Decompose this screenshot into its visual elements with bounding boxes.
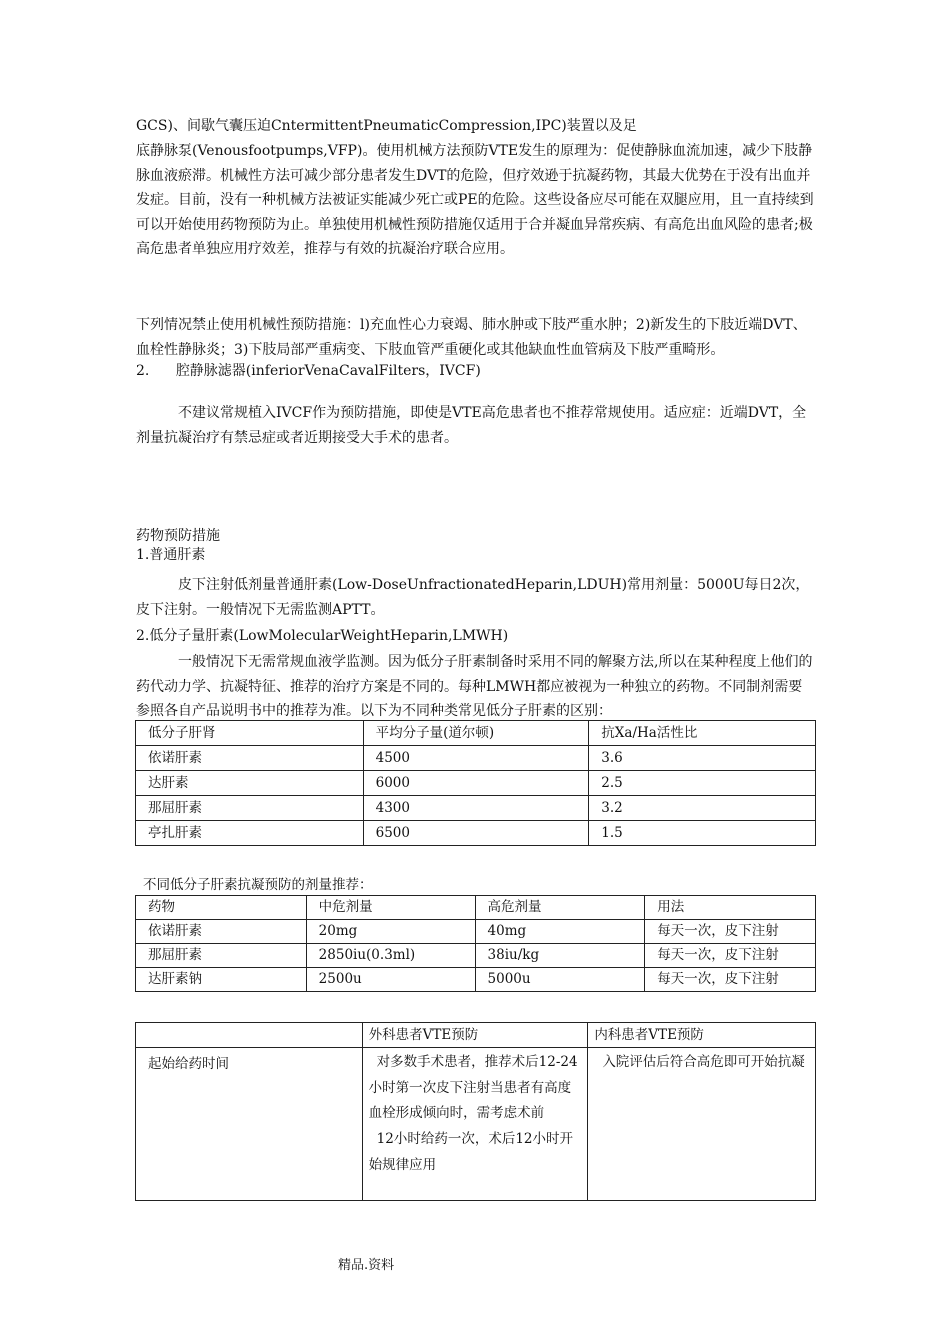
table-header-cell: 低分子肝肾 <box>136 721 364 746</box>
table-cell: 达肝素 <box>136 771 364 796</box>
table-cell: 4300 <box>363 796 589 821</box>
paragraph-ivcf: 不建议常规植入IVCF作为预防措施，即使是VTE高危患者也不推荐常规使用。适应症：近端DVT，全剂量抗凝治疗有禁忌症或者近期接受大手术的患者。 <box>136 405 807 446</box>
ivcf-number: 2. <box>136 363 150 379</box>
table-cell: 每天一次，皮下注射 <box>645 920 816 944</box>
table-header-cell: 中危剂量 <box>306 896 475 920</box>
dose-recommendation-table <box>135 895 816 992</box>
paragraph-contraindications: 下列情况禁止使用机械性预防措施：l)充血性心力衰竭、肺水肿或下肢严重水肿；2)新发生的下肢近端DVT、血栓性静脉炎；3)下肢局部严重病变、下肢血管严重硬化或其他缺血性血管病及下肢严重畸形。 <box>136 317 807 358</box>
table-header-cell: 外科患者VTE预防 <box>362 1023 588 1048</box>
table-cell: 1.5 <box>589 821 816 846</box>
table-row <box>136 920 816 944</box>
table-cell: 那屈肝素 <box>136 796 364 821</box>
table-cell: 达肝素钠 <box>136 968 307 992</box>
table-header-cell: 用法 <box>645 896 816 920</box>
table-row <box>136 821 816 846</box>
table-header-cell: 抗Xa/Ha活性比 <box>589 721 816 746</box>
surgical-vte-cell <box>362 1048 588 1201</box>
table-cell: 6500 <box>363 821 589 846</box>
table-cell: 2500u <box>306 968 475 992</box>
table-header-cell: 药物 <box>136 896 307 920</box>
surgical-vte-text-b: 12小时给药一次，术后12小时开始规律应用 <box>368 1131 573 1173</box>
dose-table-caption: 不同低分子肝素抗凝预防的剂量推荐： <box>143 877 373 893</box>
table-header-row <box>136 721 816 746</box>
lmwh-comparison-table <box>135 720 816 846</box>
table-row <box>136 944 816 968</box>
table-cell: 6000 <box>363 771 589 796</box>
heparin-heading: 1.普通肝素 <box>136 547 206 563</box>
table-cell: 40mg <box>475 920 645 944</box>
surgical-vte-text-a: 对多数手术患者，推荐术后12-24小时第一次皮下注射当患者有高度血栓形成倾向时，需考虑术前 <box>368 1054 578 1122</box>
table-row <box>136 746 816 771</box>
table-cell: 依诺肝素 <box>136 920 307 944</box>
table-row <box>136 796 816 821</box>
paragraph-mechanical-line1: GCS)、间歇气囊压迫CntermittentPneumaticCompression,IPC)装置以及足 <box>136 118 637 134</box>
row-label-start-time: 起始给药时间 <box>136 1048 363 1201</box>
ivcf-title: 腔静脉滤器(inferiorVenaCavalFilters，IVCF) <box>175 363 481 379</box>
table-header-row <box>136 896 816 920</box>
table-cell: 20mg <box>306 920 475 944</box>
table-cell: 3.6 <box>589 746 816 771</box>
paragraph-mechanical: 底静脉泵(Venousfootpumps,VFP)。使用机械方法预防VTE发生的原理为：促使静脉血流加速，减少下肢静脉血液瘀滞。机械性方法可减少部分患者发生DVT的危险，但疗效逊于抗凝药物，其最大优势在于没有出血并发症。目前，没有一种机械方法被证实能减少死亡或PE的危险。这些设备应尽可能在双腿应用，且一直持续到可以开始使用药物预防为止。单独使用机械性预防措施仅适用于合并凝血异常疾病、有高危出血风险的患者;极高危患者单独应用疗效差，推荐与有效的抗凝治疗联合应用。 <box>136 143 814 257</box>
paragraph-lmwh: 一般情况下无需常规血液学监测。因为低分子肝素制备时采用不同的解聚方法,所以在某种程度上他们的药代动力学、抗凝特征、推荐的治疗方案是不同的。每种LMWH都应被视为一种独立的药物。不同制剂需要参照各自产品说明书中的推荐为准。以下为不同种类常见低分子肝素的区别： <box>136 654 813 719</box>
table-cell: 2.5 <box>589 771 816 796</box>
drug-prevention-heading: 药物预防措施 <box>136 528 220 544</box>
lmwh-heading: 2.低分子量肝素(LowMolecularWeightHeparin,LMWH) <box>136 628 509 644</box>
table-cell: 2850iu(0.3ml) <box>306 944 475 968</box>
medical-vte-cell <box>588 1048 816 1201</box>
table-header-cell: 内科患者VTE预防 <box>588 1023 816 1048</box>
table-header-row <box>136 1023 816 1048</box>
table-cell: 依诺肝素 <box>136 746 364 771</box>
table-row <box>136 1048 816 1201</box>
table-row <box>136 771 816 796</box>
table-cell: 亭扎肝素 <box>136 821 364 846</box>
vte-prevention-table <box>135 1022 816 1201</box>
table-header-cell: 平均分子量(道尔顿) <box>363 721 589 746</box>
table-header-cell: 高危剂量 <box>475 896 645 920</box>
paragraph-heparin: 皮下注射低剂量普通肝素(Low-DoseUnfractionatedHeparin,LDUH)常用剂量：5000U每日2次，皮下注射。一般情况下无需监测APTT。 <box>136 577 810 618</box>
table-cell: 4500 <box>363 746 589 771</box>
ivcf-heading <box>136 359 816 384</box>
table-cell: 38iu/kg <box>475 944 645 968</box>
table-cell: 那屈肝素 <box>136 944 307 968</box>
table-cell: 每天一次，皮下注射 <box>645 944 816 968</box>
medical-vte-text: 入院评估后符合高危即可开始抗凝 <box>602 1054 805 1070</box>
table-header-cell <box>136 1023 363 1048</box>
footer-watermark: 精品.资料 <box>338 1258 395 1273</box>
table-cell: 3.2 <box>589 796 816 821</box>
table-cell: 5000u <box>475 968 645 992</box>
table-cell: 每天一次，皮下注射 <box>645 968 816 992</box>
table-row <box>136 968 816 992</box>
